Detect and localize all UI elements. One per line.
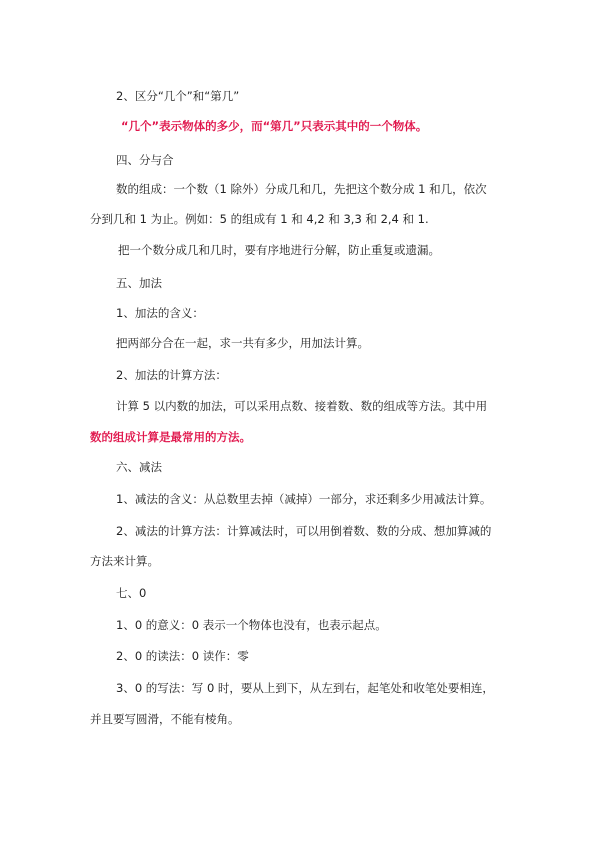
text-run: 数的组成计算是最常用的方法。: [90, 430, 251, 444]
text-run: 2、区分“几个”和“第几”: [116, 89, 240, 103]
text-run: 把两部分合在一起，求一共有多少，用加法计算。: [116, 336, 369, 350]
paragraph-line: [116, 680, 494, 696]
paragraph-line: [90, 553, 159, 569]
text-run: 六、减法: [116, 460, 162, 474]
text-run: 2、减法的计算方法：计算减法时，可以用倒着数、数的分成、想加算减的: [116, 524, 492, 538]
chapter-heading-5: [116, 275, 162, 291]
chapter-heading-4: [116, 152, 174, 168]
chapter-heading-6: [116, 459, 162, 475]
text-run: 分到几和 1 为止。例如：5 的组成有 1 和 4,2 和 3,3 和 2,4 和 1.: [90, 212, 429, 226]
section-heading-distinguish: [116, 88, 239, 104]
paragraph-line: [118, 242, 440, 258]
paragraph-line: [90, 211, 429, 227]
paragraph-line: [116, 648, 249, 664]
text-run: 把一个数分成几和几时，要有序地进行分解，防止重复或遗漏。: [118, 243, 440, 257]
text-run: 2、加法的计算方法：: [116, 368, 227, 382]
text-run: 1、减法的含义：从总数里去掉（减掉）一部分，求还剩多少用减法计算。: [116, 492, 492, 506]
text-run: “几个”表示物体的多少，而“第几”只表示其中的一个物体。: [121, 119, 428, 133]
paragraph-line: [116, 491, 491, 507]
text-run: 七、0: [116, 586, 147, 600]
text-run: 1、加法的含义：: [116, 306, 204, 320]
text-run: 方法来计算。: [90, 554, 159, 568]
text-run: 数的组成：一个数（1 除外）分成几和几，先把这个数分成 1 和几，依次: [116, 182, 487, 196]
chapter-heading-7: [116, 585, 146, 601]
paragraph-line: [116, 181, 487, 197]
paragraph-line: [116, 398, 487, 414]
text-run: 五、加法: [116, 276, 162, 290]
text-run: 并且要写圆滑，不能有棱角。: [90, 712, 240, 726]
text-run: 2、0 的读法：0 读作：零: [116, 649, 249, 663]
sub-heading: [116, 305, 204, 321]
paragraph-line: [116, 523, 491, 539]
text-run: 1、0 的意义：0 表示一个物体也没有，也表示起点。: [116, 618, 387, 632]
paragraph-line: [116, 617, 387, 633]
highlighted-conclusion: [90, 429, 251, 445]
highlighted-definition: [121, 118, 427, 134]
paragraph-line: [116, 335, 369, 351]
text-run: 3、0 的写法：写 0 时，要从上到下，从左到右，起笔处和收笔处要相连，: [116, 681, 494, 695]
sub-heading: [116, 367, 227, 383]
text-run: 计算 5 以内数的加法，可以采用点数、接着数、数的组成等方法。其中用: [116, 399, 488, 413]
text-run: 四、分与合: [116, 153, 174, 167]
paragraph-line: [90, 711, 240, 727]
